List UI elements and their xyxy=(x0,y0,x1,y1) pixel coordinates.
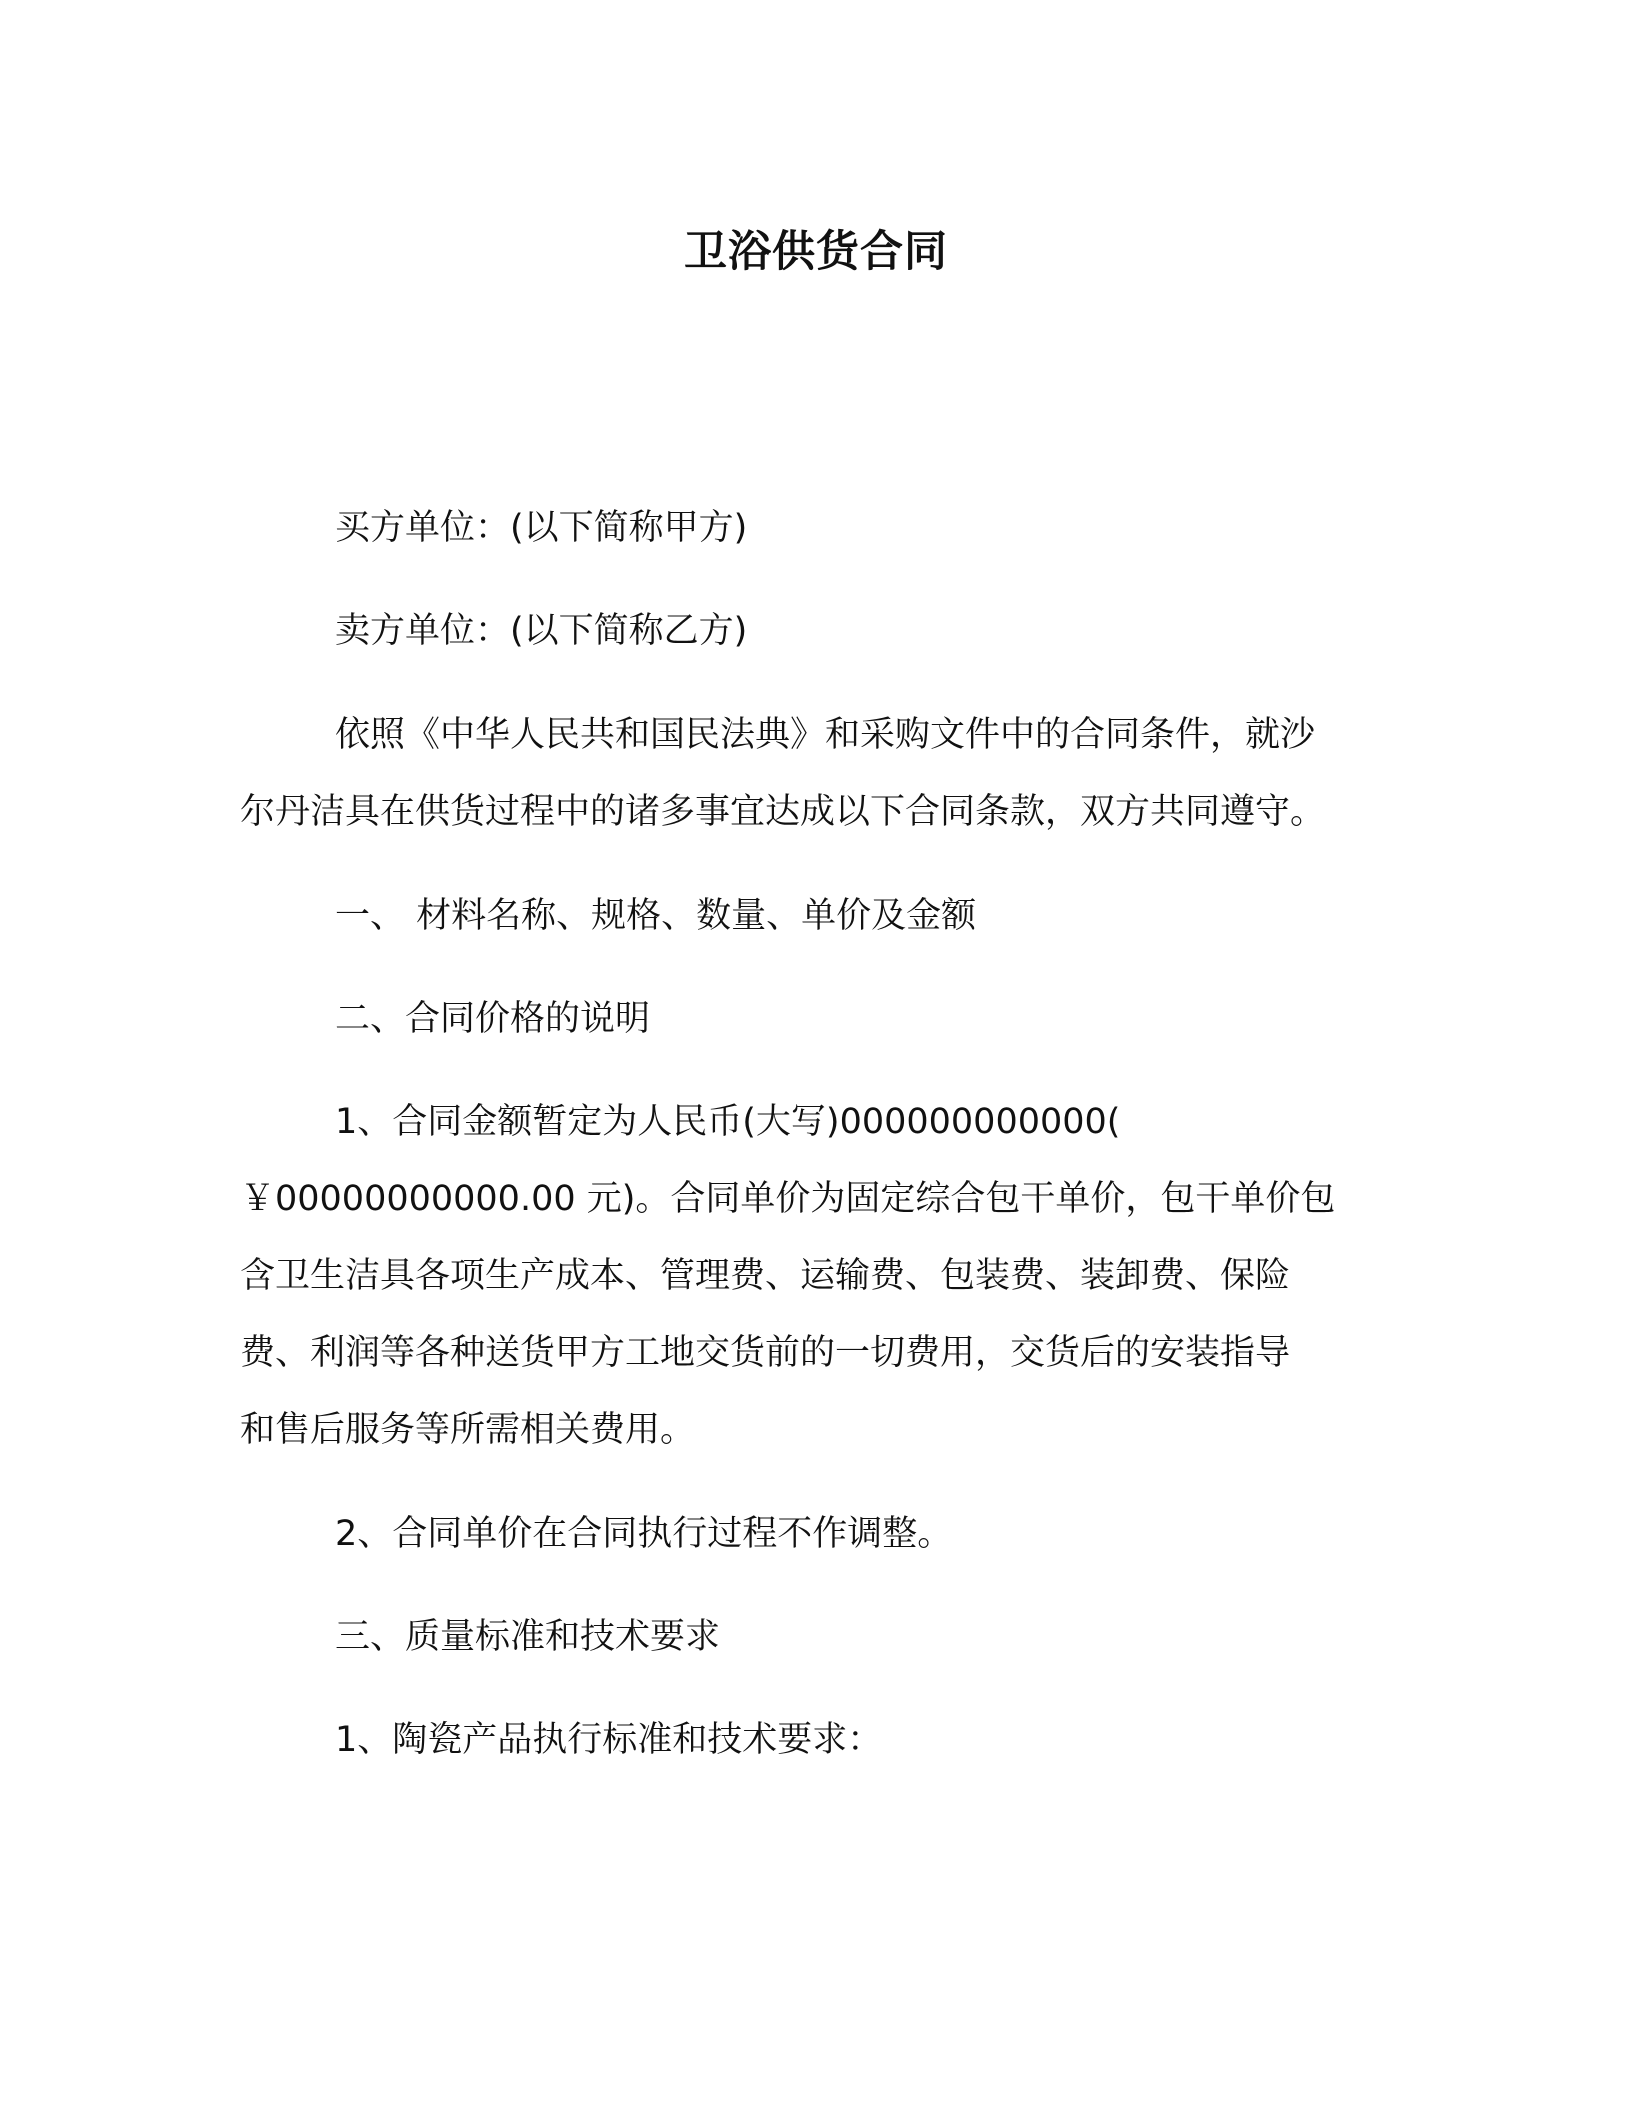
paragraph-line: 1、陶瓷产品执行标准和技术要求： xyxy=(335,1720,883,1760)
paragraph-line: 依照《中华人民共和国民法典》和采购文件中的合同条件，就沙 xyxy=(335,715,1316,755)
clause-3-1-paragraph xyxy=(240,1702,1390,1779)
paragraph-line: 一、 材料名称、规格、数量、单价及金额 xyxy=(335,896,977,936)
paragraph-line: 费、利润等各种送货甲方工地交货前的一切费用，交货后的安装指导 xyxy=(240,1333,1291,1373)
paragraph-line: 卖方单位：(以下简称乙方) xyxy=(335,611,748,651)
section-heading-2 xyxy=(240,981,1390,1058)
clause-2-2-paragraph xyxy=(240,1496,1390,1573)
clause-2-1-paragraph xyxy=(240,1084,1390,1469)
paragraph-line: 二、合同价格的说明 xyxy=(335,999,651,1039)
paragraph-line: 含卫生洁具各项生产成本、管理费、运输费、包装费、装卸费、保险 xyxy=(240,1256,1291,1296)
paragraph-line: 2、合同单价在合同执行过程不作调整。 xyxy=(335,1514,953,1554)
paragraph-line: ￥00000000000.00 元)。合同单价为固定综合包干单价，包干单价包 xyxy=(240,1179,1336,1219)
document-title: 卫浴供货合同 xyxy=(684,227,948,277)
buyer-line xyxy=(240,490,1390,567)
paragraph-line: 买方单位：(以下简称甲方) xyxy=(335,508,748,548)
seller-line xyxy=(240,593,1390,670)
paragraph-line: 三、质量标准和技术要求 xyxy=(335,1617,721,1657)
section-heading-1 xyxy=(240,878,1390,955)
preamble-paragraph xyxy=(240,697,1390,851)
paragraph-line: 和售后服务等所需相关费用。 xyxy=(240,1410,696,1450)
section-heading-3 xyxy=(240,1599,1390,1676)
paragraph-line: 1、合同金额暂定为人民币(大写)000000000000( xyxy=(335,1102,1121,1142)
paragraph-line: 尔丹洁具在供货过程中的诸多事宜达成以下合同条款，双方共同遵守。 xyxy=(240,792,1326,832)
